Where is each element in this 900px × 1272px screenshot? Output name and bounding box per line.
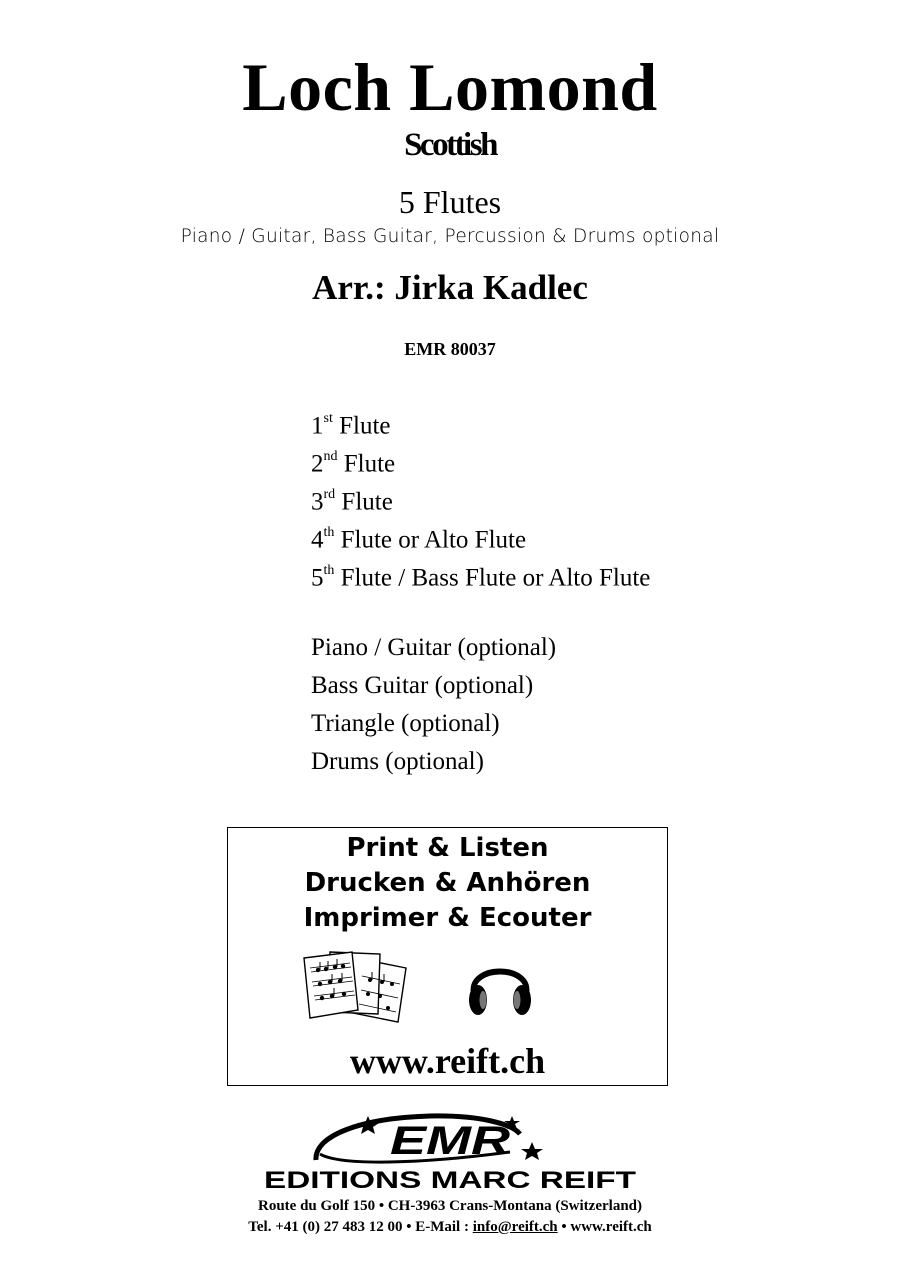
optional-instruments-line: Piano / Guitar, Bass Guitar, Percussion & Drums optional bbox=[180, 226, 720, 247]
ordinal-suffix: rd bbox=[323, 487, 336, 502]
logo-letters: EMR bbox=[390, 1119, 511, 1163]
optional-parts-list bbox=[311, 629, 791, 781]
ordinal-suffix: th bbox=[323, 563, 335, 578]
website-text: • www.reift.ch bbox=[557, 1219, 652, 1235]
promo-line-french: Imprimer & Ecouter bbox=[303, 903, 592, 933]
part-label: Flute bbox=[335, 488, 393, 516]
part-number: 3 bbox=[311, 488, 324, 516]
ordinal-suffix: th bbox=[323, 525, 335, 540]
ordinal-suffix: nd bbox=[323, 449, 338, 464]
headphones-icon bbox=[464, 950, 536, 1020]
list-item: Piano / Guitar (optional) bbox=[311, 634, 557, 661]
list-item bbox=[311, 478, 791, 516]
list-item bbox=[311, 402, 791, 440]
arranger: Arr.: Jirka Kadlec bbox=[312, 268, 588, 307]
part-label: Flute bbox=[332, 412, 391, 440]
part-label: Flute or Alto Flute bbox=[334, 526, 527, 554]
flute-parts-list bbox=[311, 402, 791, 592]
list-item: Triangle (optional) bbox=[311, 710, 500, 737]
website-link[interactable]: www.reift.ch bbox=[349, 1041, 546, 1081]
list-item bbox=[311, 554, 791, 592]
emr-logo bbox=[250, 1108, 650, 1192]
publisher-contact bbox=[0, 1219, 900, 1236]
email-link[interactable]: info@reift.ch bbox=[472, 1219, 558, 1235]
list-item: Bass Guitar (optional) bbox=[311, 672, 534, 699]
subtitle: Scottish bbox=[404, 127, 496, 163]
list-item bbox=[311, 516, 791, 554]
part-label: Flute / Bass Flute or Alto Flute bbox=[334, 564, 651, 592]
publisher-name: EDITIONS MARC REIFT bbox=[264, 1167, 637, 1192]
list-item bbox=[311, 440, 791, 478]
part-number: 2 bbox=[311, 450, 324, 478]
phone-text: Tel. +41 (0) 27 483 12 00 • E-Mail : bbox=[248, 1219, 473, 1235]
list-item: Drums (optional) bbox=[311, 748, 484, 775]
sheet-music-icon bbox=[302, 948, 412, 1026]
promo-line-english: Print & Listen bbox=[346, 833, 549, 863]
ensemble: 5 Flutes bbox=[398, 184, 502, 220]
publisher-address: Route du Golf 150 • CH-3963 Crans-Montana (Switzerland) bbox=[258, 1198, 642, 1214]
part-number: 5 bbox=[311, 564, 324, 592]
part-label: Flute bbox=[337, 450, 396, 478]
page-title: Loch Lomond bbox=[242, 49, 658, 125]
catalog-number: EMR 80037 bbox=[404, 339, 496, 359]
part-number: 4 bbox=[311, 526, 324, 554]
part-number: 1 bbox=[311, 412, 324, 440]
promo-line-german: Drucken & Anhören bbox=[304, 868, 591, 898]
ordinal-suffix: st bbox=[323, 411, 333, 426]
print-listen-box bbox=[227, 827, 668, 1086]
